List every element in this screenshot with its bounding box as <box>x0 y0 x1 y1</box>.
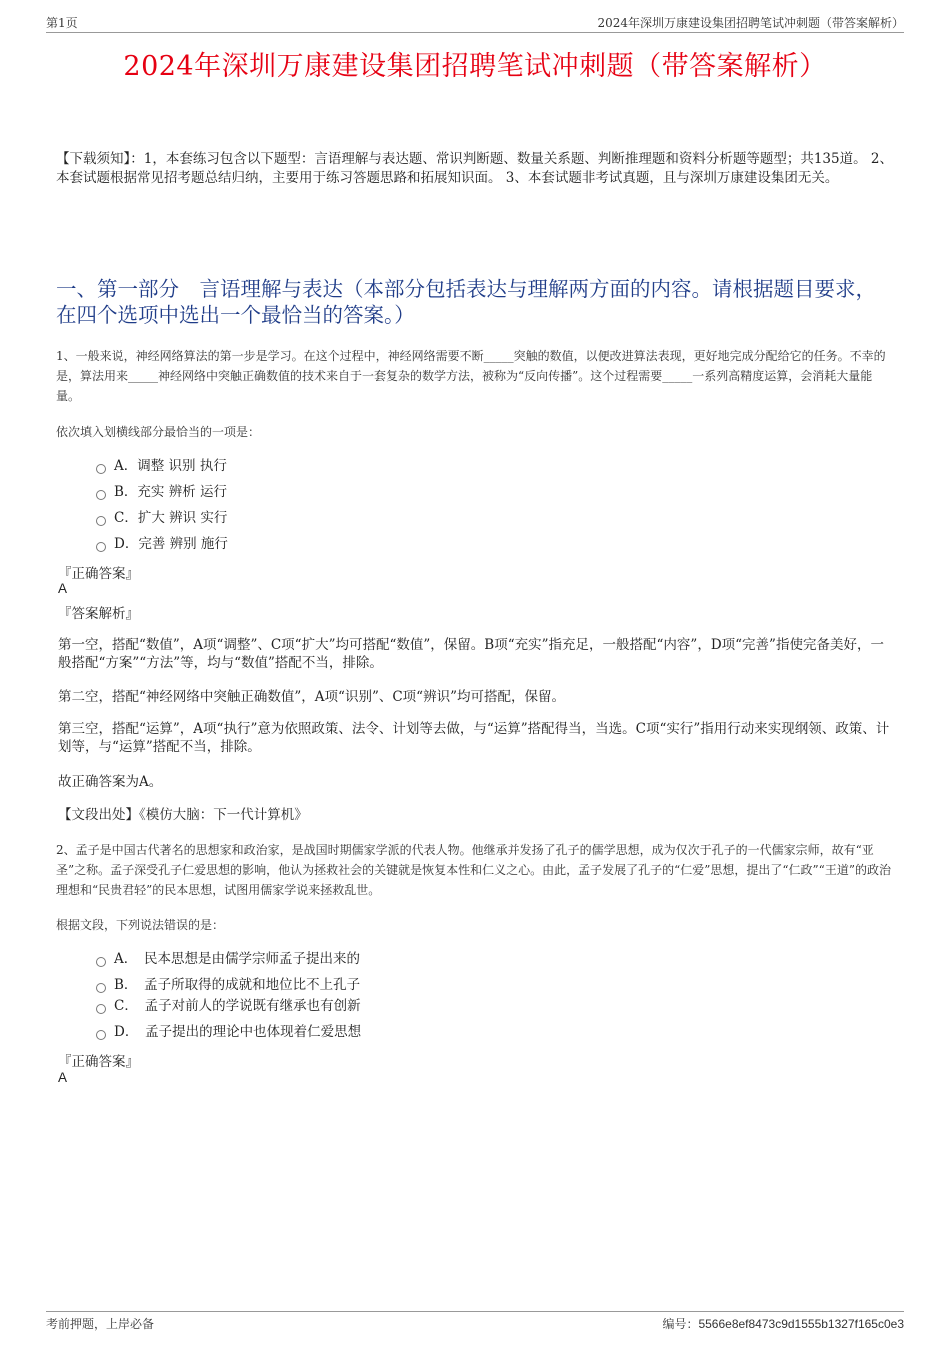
radio-icon[interactable] <box>96 983 106 993</box>
question-1-analysis-1: 第一空，搭配“数值”，A项“调整”、C项“扩大”均可搭配“数值”，保留。B项“充实”指充足，一般搭配“内容”，D项“完善”指使完备美好，一般搭配“方案”“方法”等，均与“数值”搭配不当，排除。 <box>58 637 884 671</box>
header-doc-title: 2024年深圳万康建设集团招聘笔试冲刺题（带答案解析） <box>597 16 904 30</box>
question-2-option-b[interactable]: B． 孟子所取得的成就和地位比不上孔子 <box>96 975 360 995</box>
question-2-prompt: 根据文段，下列说法错误的是： <box>56 918 225 932</box>
question-1-option-d[interactable]: D．完善 辨别 施行 <box>96 534 228 554</box>
radio-icon[interactable] <box>96 542 106 552</box>
question-1-source: 【文段出处】《模仿大脑：下一代计算机》 <box>58 807 308 823</box>
question-1-analysis-4: 故正确答案为A。 <box>58 774 163 790</box>
page-footer <box>46 1311 904 1331</box>
question-2-option-a[interactable]: A． 民本思想是由儒学宗师孟子提出来的 <box>96 949 360 969</box>
page-header <box>46 14 904 33</box>
question-1-option-a[interactable]: A．调整 识别 执行 <box>96 456 227 476</box>
radio-icon[interactable] <box>96 1030 106 1040</box>
footer-code <box>662 1315 904 1332</box>
question-1-analysis-label: 『答案解析』 <box>58 606 139 622</box>
download-notice: 【下载须知】：1，本套练习包含以下题型：言语理解与表达题、常识判断题、数量关系题、判断推理题和资料分析题等题型；共135道。 2、本套试题根据常见招考题总结归纳，主要用于练习答题思路和拓展知识面。 3、本套试题非考试真题，且与深圳万康建设集团无关。 <box>56 151 893 186</box>
footer-slogan: 考前押题，上岸必备 <box>46 1317 155 1331</box>
radio-icon[interactable] <box>96 1004 106 1014</box>
radio-icon[interactable] <box>96 957 106 967</box>
question-1-analysis-2: 第二空，搭配“神经网络中突触正确数值”，A项“识别”、C项“辨识”均可搭配，保留。 <box>58 689 565 705</box>
question-1-option-b[interactable]: B．充实 辨析 运行 <box>96 482 227 502</box>
footer-code-label: 编号： <box>662 1317 699 1331</box>
question-2-answer: A <box>58 1070 68 1085</box>
question-2-option-d[interactable]: D． 孟子提出的理论中也体现着仁爱思想 <box>96 1022 361 1042</box>
question-1-answer-label: 『正确答案』 <box>58 566 139 582</box>
section-title: 一、第一部分 言语理解与表达（本部分包括表达与理解两方面的内容。请根据题目要求，在四个选项中选出一个最恰当的答案。） <box>56 277 876 327</box>
question-2-stem: 2、孟子是中国古代著名的思想家和政治家，是战国时期儒家学派的代表人物。他继承并发扬了孔子的儒学思想，成为仅次于孔子的一代儒家宗师，故有“亚圣”之称。孟子深受孔子仁爱思想的影响，他认为拯救社会的关键就是恢复本性和仁义之心。由此，孟子发展了孔子的“仁爱”思想，提出了“仁政”“王道”的政治理想和“民贵君轻”的民本思想，试图用儒家学说来拯救乱世。 <box>56 843 891 897</box>
question-1-analysis-3: 第三空，搭配“运算”，A项“执行”意为依照政策、法令、计划等去做，与“运算”搭配得当，当选。C项“实行”指用行动来实现纲领、政策、计划等，与“运算”搭配不当，排除。 <box>58 721 890 755</box>
question-1-answer: A <box>58 581 68 596</box>
footer-code-value: 5566e8ef8473c9d1555b1327f165c0e3 <box>698 1317 904 1331</box>
document-title: 2024年深圳万康建设集团招聘笔试冲刺题（带答案解析） <box>123 51 827 82</box>
radio-icon[interactable] <box>96 516 106 526</box>
page-number: 第1页 <box>46 16 78 30</box>
question-1-option-c[interactable]: C．扩大 辨识 实行 <box>96 508 227 528</box>
radio-icon[interactable] <box>96 464 106 474</box>
question-2-answer-label: 『正确答案』 <box>58 1054 139 1070</box>
question-1-stem: 1、一般来说，神经网络算法的第一步是学习。在这个过程中，神经网络需要不断_____突触的数值，以便改进算法表现，更好地完成分配给它的任务。不幸的是，算法用来_____神经网络中突触正确数值的技术来自于一套复杂的数学方法，被称为“反向传播”。这个过程需要_____一系列高精度运算，会消耗大量能量。 <box>56 349 886 403</box>
question-2-option-c[interactable]: C． 孟子对前人的学说既有继承也有创新 <box>96 996 361 1016</box>
question-1-prompt: 依次填入划横线部分最恰当的一项是： <box>56 425 261 439</box>
radio-icon[interactable] <box>96 490 106 500</box>
